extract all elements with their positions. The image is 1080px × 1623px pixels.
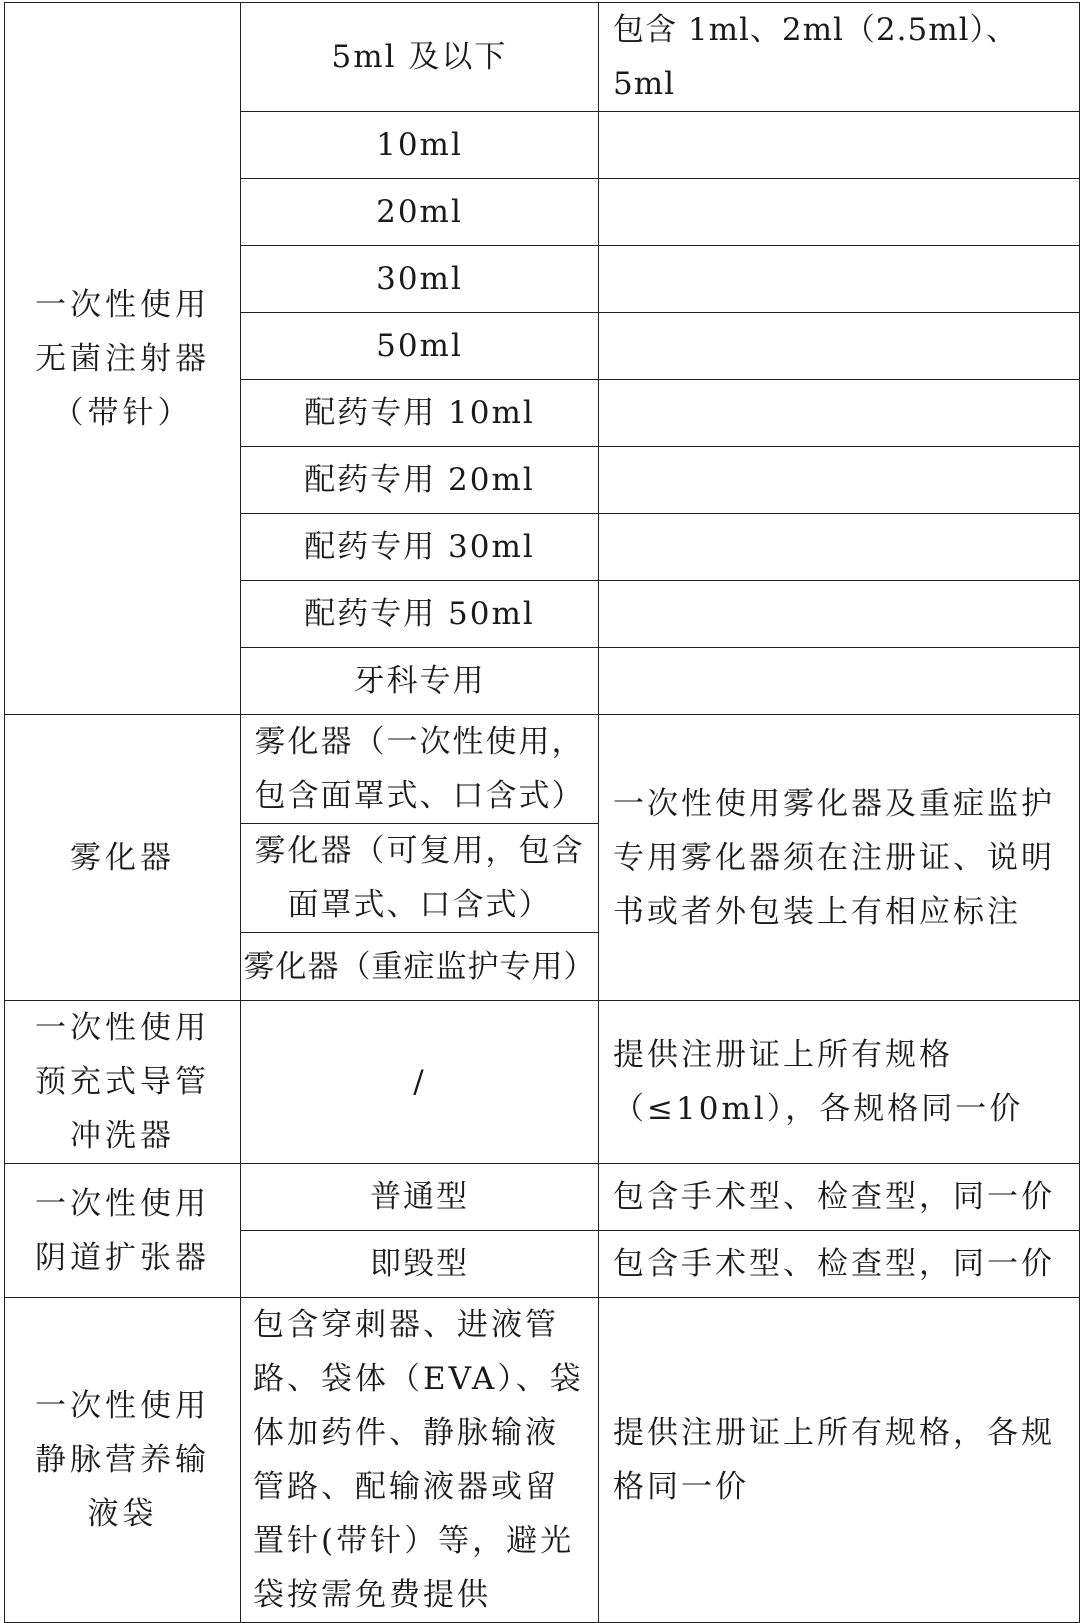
note-cell: 一次性使用雾化器及重症监护专用雾化器须在注册证、说明书或者外包装上有相应标注	[599, 715, 1080, 1001]
note-cell	[599, 447, 1080, 514]
note-cell: 提供注册证上所有规格，各规格同一价	[599, 1298, 1080, 1623]
table-row	[5, 1298, 1080, 1623]
spec-cell: /	[241, 1001, 599, 1164]
spec-cell: 20ml	[241, 179, 599, 246]
spec-cell: 雾化器（一次性使用，包含面罩式、口含式）	[241, 715, 599, 824]
spec-cell: 普通型	[241, 1164, 599, 1231]
spec-cell: 配药专用 20ml	[241, 447, 599, 514]
category-cell-nebulizer: 雾化器	[5, 715, 241, 1001]
spec-cell: 雾化器（可复用，包含面罩式、口含式）	[241, 824, 599, 933]
category-cell-syringe: 一次性使用无菌注射器（带针）	[5, 3, 241, 715]
note-cell	[599, 380, 1080, 447]
category-cell-speculum: 一次性使用阴道扩张器	[5, 1164, 241, 1298]
note-cell: 包含手术型、检查型，同一价	[599, 1164, 1080, 1231]
spec-cell: 50ml	[241, 313, 599, 380]
table-row	[5, 3, 1080, 112]
note-cell	[599, 581, 1080, 648]
note-cell: 包含手术型、检查型，同一价	[599, 1231, 1080, 1298]
note-cell	[599, 313, 1080, 380]
note-cell: 提供注册证上所有规格（≤10ml），各规格同一价	[599, 1001, 1080, 1164]
spec-cell: 牙科专用	[241, 648, 599, 715]
spec-cell: 雾化器（重症监护专用）	[241, 933, 599, 1001]
spec-cell: 配药专用 50ml	[241, 581, 599, 648]
note-cell	[599, 648, 1080, 715]
table-row	[5, 1001, 1080, 1164]
table-row	[5, 715, 1080, 824]
spec-cell: 30ml	[241, 246, 599, 313]
spec-cell: 5ml 及以下	[241, 3, 599, 112]
note-cell	[599, 246, 1080, 313]
spec-cell: 10ml	[241, 112, 599, 179]
note-cell	[599, 112, 1080, 179]
spec-cell: 配药专用 10ml	[241, 380, 599, 447]
spec-cell: 即毁型	[241, 1231, 599, 1298]
table-row	[5, 1164, 1080, 1231]
category-cell-flush: 一次性使用预充式导管冲洗器	[5, 1001, 241, 1164]
spec-table	[4, 2, 1080, 1623]
note-cell	[599, 179, 1080, 246]
spec-cell: 配药专用 30ml	[241, 514, 599, 581]
category-cell-iv-bag: 一次性使用静脉营养输液袋	[5, 1298, 241, 1623]
note-cell	[599, 514, 1080, 581]
note-cell: 包含 1ml、2ml（2.5ml）、5ml	[599, 3, 1080, 112]
spec-cell: 包含穿刺器、进液管路、袋体（EVA）、袋体加药件、静脉输液管路、配输液器或留置针(带针）等，避光袋按需免费提供	[241, 1298, 599, 1623]
